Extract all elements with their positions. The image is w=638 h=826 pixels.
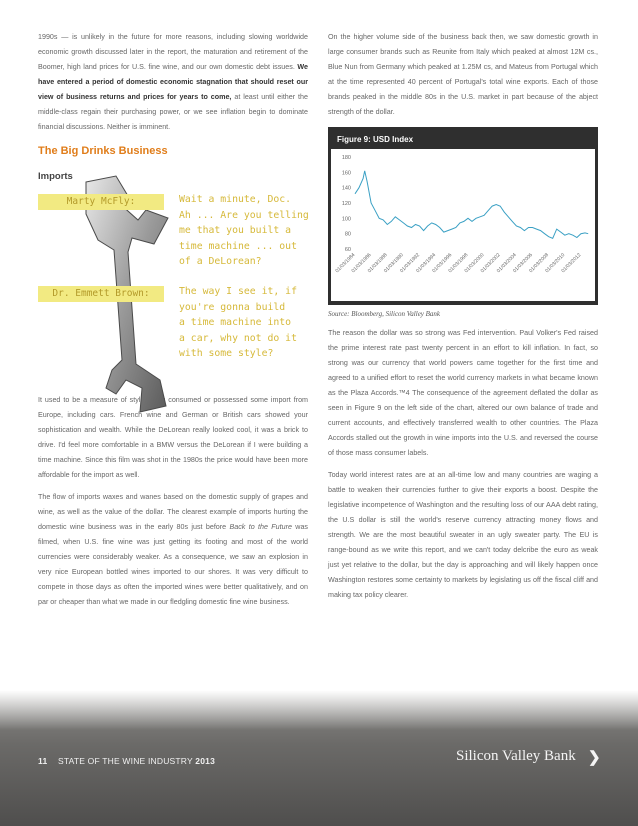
- footer-report-label: [38, 756, 215, 766]
- x-tick-label: 01/03/1994: [415, 252, 438, 275]
- x-tick-label: 01/03/1996: [431, 252, 454, 275]
- figure-title: Figure 9: USD Index: [337, 135, 414, 144]
- x-tick-label: 01/03/1986: [350, 252, 373, 275]
- figure-source: Source: Bloomberg, Silicon Valley Bank: [328, 310, 441, 318]
- report-title: STATE OF THE WINE INDUSTRY: [57, 756, 193, 766]
- x-tick-label: 01/03/1984: [334, 252, 357, 275]
- paragraph-interest-rates: Today world interest rates are at an all-time low and many countries are waging a battle to weaken their currencies further to give their exports a boost. Despite the legislative incompetence of Washington and the resulting loss of our AAA debt rating, the U.S dollar is still the world's reserve currency attracting money flows and strength. We are the most beautiful sweater in an ugly sweater party. The EU is range-bound as we write this report, and we can't today delcribe the euro as weak just yet relative to the dollar, but the day is approaching and will likely happen once Washington restores some certainty to markets by legislating us off the fiscal cliff and making tax policy clearer.: [328, 471, 598, 599]
- y-tick-label: 120: [341, 201, 351, 207]
- brand-logo-text: Silicon Valley Bank: [456, 748, 576, 764]
- x-tick-label: 01/03/1992: [399, 252, 421, 275]
- x-tick-label: 01/03/2004: [495, 252, 518, 275]
- chart-panel: [331, 149, 595, 301]
- x-tick-label: 01/03/2012: [560, 252, 583, 275]
- x-tick-label: 01/03/2006: [511, 252, 534, 275]
- page-number: 11: [38, 756, 48, 766]
- subsection-title: Imports: [38, 171, 73, 182]
- brand-chevron-icon: ❯: [588, 749, 601, 766]
- usd-index-figure: [328, 127, 598, 305]
- paragraph-fed-intervention: The reason the dollar was so strong was Fed intervention. Paul Volker's Fed raised the prime interest rate past twenty percent in an effort to kill inflation. In fact, so strong was our currency that world powers came together for the first time and agreed to a unified effort to reset the world currency markets in what became known as the Plaza Accords.™4 The consequence of the agreement deflated the dollar as seen in Figure 9 on the left side of the chart, altered our own balance of trade and current accounts, and effectively transferred wealth to other countries. The Plaza Accords stalled out the growth in wine imports into the U.S. and reversed the course of those mass consumer labels.: [328, 329, 598, 457]
- section-title: The Big Drinks Business: [38, 145, 168, 157]
- x-tick-label: 01/03/2000: [463, 252, 486, 275]
- report-year: 2013: [195, 756, 215, 766]
- usd-index-chart: [331, 149, 595, 301]
- y-tick-label: 140: [341, 185, 351, 192]
- dialog-line-doc-brown: The way I see it, if you're gonna build a time machine into a car, why not do it with some style?: [179, 286, 297, 359]
- usd-index-line: [355, 171, 588, 239]
- dialog-line-marty: Wait a minute, Doc. Ah ... Are you telling me that you built a time machine ... out of a DeLorean?: [179, 194, 309, 267]
- x-tick-label: 01/03/1990: [382, 252, 405, 275]
- speaker-doc-brown: Dr. Emmett Brown:: [38, 286, 164, 302]
- y-tick-label: 60: [344, 247, 351, 253]
- paragraph-consumer-brands: On the higher volume side of the business back then, we saw domestic growth in large consumer brands such as Reunite from Italy which peaked at almost 12M cs., Blue Nun from Germany which peaked at 1.25M cs, and Mateus from Portugal which at the time represented 40 percent of Portugal's total wine exports. Each of those brands peaked in the middle 80s in the U.S. market in part because of the abject strength of the dollar.: [328, 33, 598, 116]
- intro-paragraph: 1990s — is unlikely in the future for more reasons, including slowing worldwide economic growth discussed later in the report, the maturation and retirement of the Boomer, high land prices for U.S. fine wine, and our own domestic debt issues. We have entered a period of domestic economic stagnation that should reset our view of business returns and prices for years to come, at least until either the middle-class regain their purchasing power, or we see inflation begin to dominate financial discussions. Neither is imminent.: [38, 33, 308, 131]
- x-tick-label: 01/03/2002: [479, 252, 502, 275]
- bold-statement: We have entered a period of domestic economic stagnation that should reset our view of business returns and prices for years to come,: [38, 63, 308, 101]
- film-title: Back to the Future: [229, 523, 292, 531]
- movie-dialog: [38, 192, 308, 387]
- speaker-marty: Marty McFly:: [38, 194, 164, 210]
- y-tick-label: 80: [344, 231, 351, 238]
- x-tick-label: 01/03/1988: [366, 252, 389, 275]
- x-tick-label: 01/03/2008: [528, 252, 551, 275]
- x-tick-label: 01/03/1998: [447, 252, 470, 275]
- y-tick-label: 100: [341, 216, 351, 223]
- y-tick-label: 160: [341, 170, 351, 177]
- left-column: [38, 30, 308, 617]
- x-tick-label: 01/03/2010: [544, 252, 567, 275]
- y-tick-label: 180: [341, 155, 351, 161]
- footer-fade: [0, 690, 638, 730]
- right-column: [328, 30, 598, 610]
- paragraph-style-imports: It used to be a measure of style if you consumed or possessed some import from Europe, including cars. French wine and German or British cars showed your sophistication and wealth. While the DeLorean really looked cool, it was a brick to drive. I'd feel more comfortable in a BMW versus the DeLorean if I were building a time machine. Since this film was shot in the 1980s the price would have been more affordable for the import as well.: [38, 396, 308, 479]
- paragraph-flow-of-imports: The flow of imports waxes and wanes based on the domestic supply of grapes and wine, as well as the value of the dollar. The clearest example of imports hurting the domestic wine business was in the early 80s just before Back to the Future was filmed, when U.S. fine wine was just getting its footing and most of the world currencies were considerably weaker. As a consequence, we saw an explosion in very nice European bottled wines imported to our shores. It was very difficult to compete in those days as often the imported wines were better qualitatively, and on par or cheaper than what we made in our fledgling domestic fine wine business.: [38, 493, 308, 606]
